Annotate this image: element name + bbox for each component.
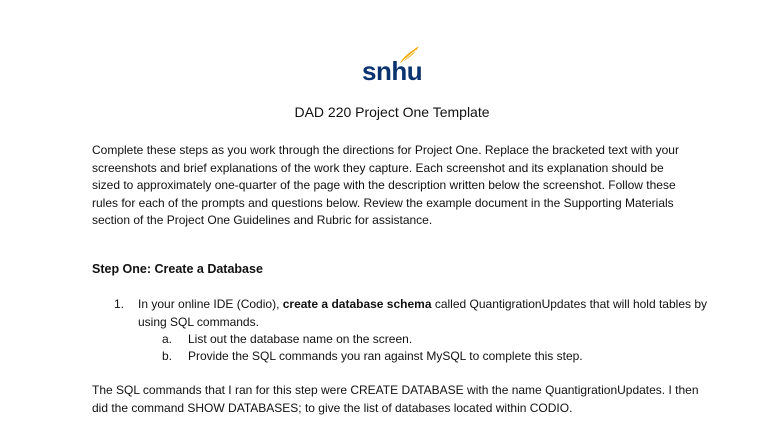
- item-suffix: called QuantigrationUpdates that will hold tables by using SQL commands.: [138, 297, 707, 329]
- answer-paragraph: The SQL commands that I ran for this step were CREATE DATABASE with the name QuantigrationUpdates. I then did the command SHOW DATABASES; to give the list of databases located within CODIO.: [92, 383, 699, 415]
- sub-list-text: List out the database name on the screen.: [188, 332, 413, 346]
- sub-list-text: Provide the SQL commands you ran against MySQL to complete this step.: [188, 349, 583, 363]
- item-bold: create a database schema: [282, 297, 432, 311]
- list-number: 1.: [114, 297, 125, 311]
- snhu-logo: [362, 44, 422, 88]
- section-heading: Step One: Create a Database: [92, 262, 263, 276]
- sub-list-letter: b.: [162, 349, 173, 363]
- sub-list-letter: a.: [162, 332, 173, 346]
- intro-paragraph: Complete these steps as you work through the directions for Project One. Replace the bracketed text with your screenshots and brief explanations of the work they capture. Each screenshot and its explanation should be sized to approximately one-quarter of the page with the description written below the screenshot. Follow these rules for each of the prompts and questions below. Review the example document in the Supporting Materials section of the Project One Guidelines and Rubric for assistance.: [92, 143, 679, 227]
- item-prefix: In your online IDE (Codio),: [138, 297, 283, 311]
- logo-wordmark: snhu: [362, 56, 423, 86]
- page-title: DAD 220 Project One Template: [294, 104, 490, 120]
- list-item-text: [138, 296, 708, 331]
